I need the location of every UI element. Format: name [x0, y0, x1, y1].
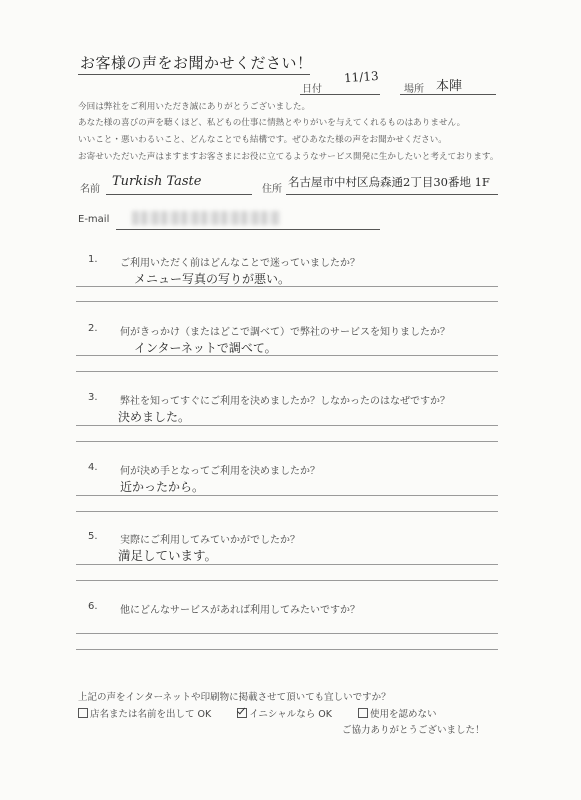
option-no-use[interactable]: [358, 709, 437, 720]
email-label: E-mail: [78, 214, 110, 225]
answer-line: [76, 301, 498, 302]
answer-line: [76, 286, 498, 287]
question-2-number: 2.: [88, 323, 98, 334]
question-6-text: 他にどんなサービスがあれば利用してみたいですか？: [120, 605, 360, 616]
checkbox-no-use[interactable]: [358, 708, 368, 718]
option-initials[interactable]: [237, 709, 335, 720]
answer-line: [76, 355, 498, 356]
question-6-number: 6.: [88, 601, 98, 612]
question-4-number: 4.: [88, 462, 98, 473]
option-store-name-label: 店名または名前を出して OK: [90, 709, 212, 720]
date-underline: [300, 94, 380, 95]
date-value: 11/13: [343, 68, 380, 86]
question-2-text: 何がきっかけ（またはどこで調べて）で弊社のサービスを知りましたか？: [120, 327, 450, 338]
question-1-text: ご利用いただく前はどんなことで迷っていましたか？: [120, 258, 360, 269]
question-3-text: 弊社を知ってすぐにご利用を決めましたか？しなかったのはなぜですか？: [120, 396, 450, 407]
intro-line-1: 今回は弊社をご利用いただき誠にありがとうございました。: [78, 102, 311, 112]
consent-question: 上記の声をインターネットや印刷物に掲載させて頂いても宜しいですか？: [78, 692, 391, 703]
answer-1: メニュー写真の写りが悪い。: [134, 272, 291, 286]
answer-line: [76, 441, 498, 442]
address-value: 名古屋市中村区烏森通2丁目30番地 1F: [288, 175, 490, 189]
place-underline: [400, 94, 496, 95]
option-store-name[interactable]: [78, 709, 214, 720]
question-4-text: 何が決め手となってご利用を決めましたか？: [120, 466, 320, 477]
intro-line-4: お寄せいただいた声はますますお客さまにお役に立てるようなサービス開発に生かしたいと考えております。: [78, 152, 499, 162]
email-redacted: [132, 211, 280, 225]
answer-line: [76, 564, 498, 565]
date-label: 日付: [302, 84, 322, 95]
answer-line: [76, 633, 498, 634]
answer-line: [76, 649, 498, 650]
intro-line-3: いいこと・悪いわるいこと、どんなことでも結構です。ぜひあなた様の声をお聞かせください。: [78, 135, 447, 145]
option-no-use-label: 使用を認めない: [370, 709, 437, 720]
answer-line: [76, 580, 498, 581]
intro-line-2: あなた様の喜びの声を聴くほど、私どもの仕事に情熱とやりがいを与えてくれるものはありません。: [78, 118, 466, 128]
answer-line: [76, 371, 498, 372]
place-label: 場所: [404, 84, 424, 95]
answer-3: 決めました。: [118, 410, 191, 424]
answer-4: 近かったから。: [120, 480, 205, 494]
question-5-text: 実際にご利用してみていかがでしたか？: [120, 535, 300, 546]
answer-line: [76, 511, 498, 512]
name-underline: [106, 194, 252, 195]
question-1-number: 1.: [88, 254, 98, 265]
answer-2: インターネットで調べて。: [134, 341, 277, 355]
place-value: 本陣: [436, 79, 463, 94]
answer-5: 満足しています。: [118, 548, 218, 563]
answer-line: [76, 495, 498, 496]
name-value: Turkish Taste: [112, 174, 202, 189]
checkbox-initials[interactable]: [237, 708, 247, 718]
checkbox-store-name[interactable]: [78, 708, 88, 718]
consent-options: [78, 706, 437, 720]
name-label: 名前: [80, 184, 100, 195]
answer-line: [76, 425, 498, 426]
address-label: 住所: [262, 184, 282, 195]
question-3-number: 3.: [88, 392, 98, 403]
question-5-number: 5.: [88, 531, 98, 542]
page-title: お客様の声をお聞かせください！: [80, 54, 313, 72]
address-underline: [286, 194, 498, 195]
thanks-text: ご協力ありがとうございました！: [342, 725, 485, 736]
email-underline: [116, 229, 380, 230]
title-underline: [78, 74, 310, 75]
option-initials-label: イニシャルなら OK: [249, 709, 332, 720]
